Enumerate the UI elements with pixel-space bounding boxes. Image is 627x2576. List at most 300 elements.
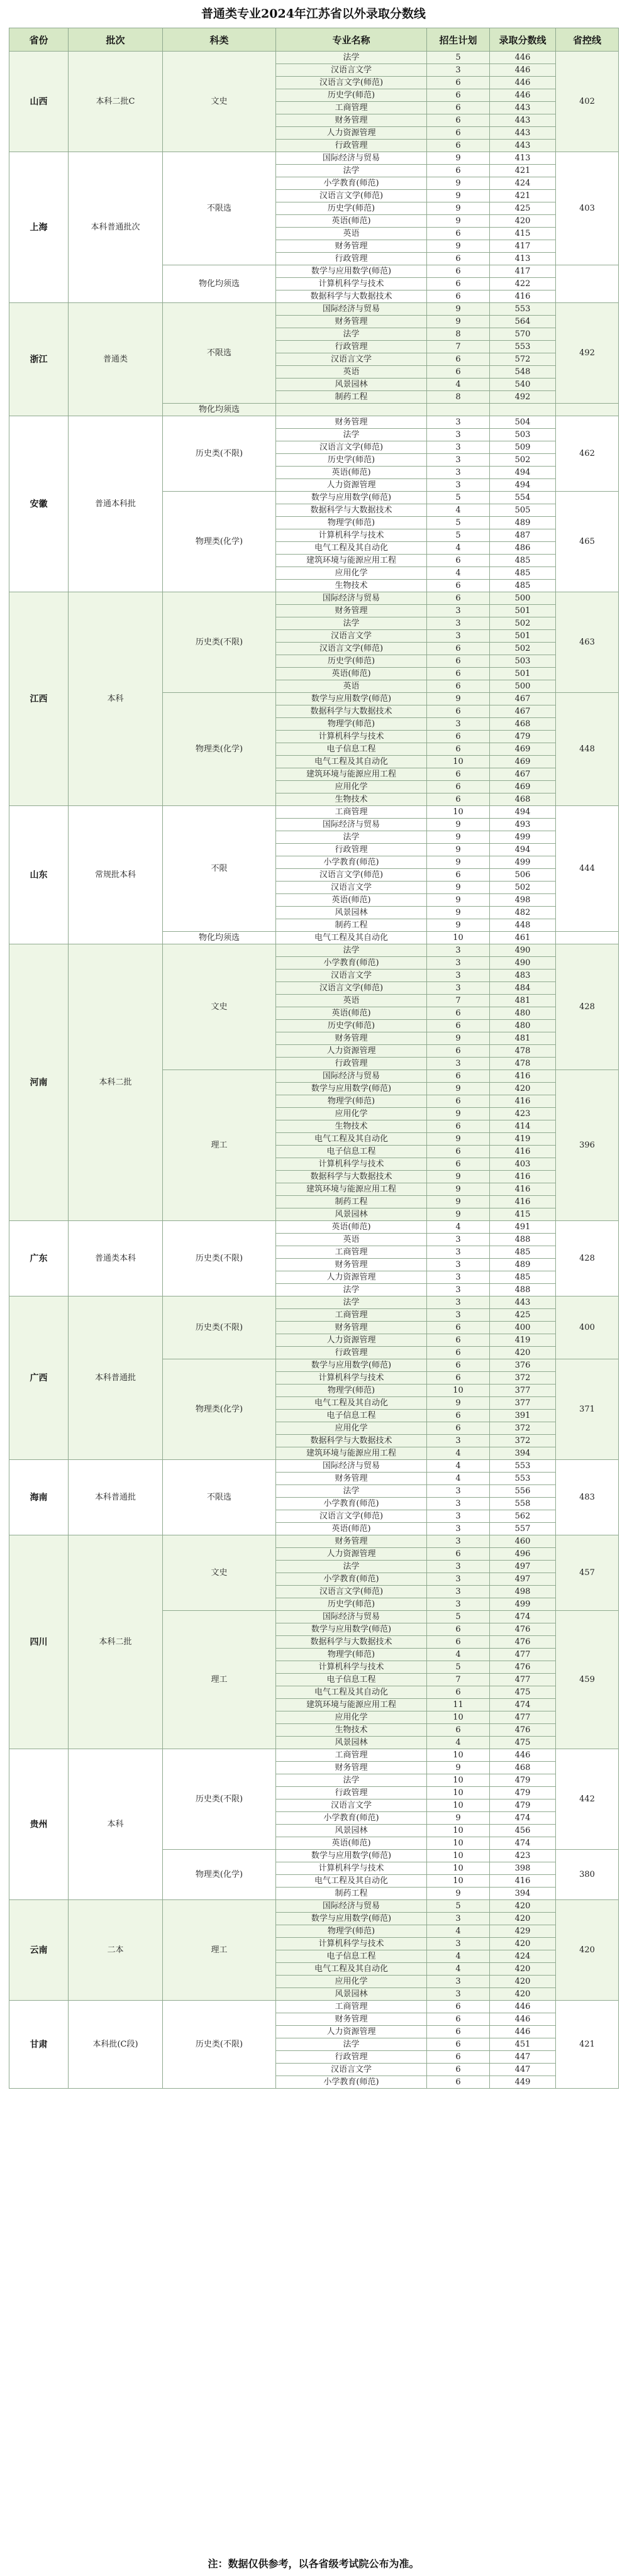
score-cell: 420 — [490, 1938, 556, 1950]
major-cell: 汉语言文学(师范) — [276, 441, 427, 454]
major-cell: 人力资源管理 — [276, 1271, 427, 1284]
score-cell: 490 — [490, 957, 556, 970]
plan-cell: 3 — [427, 1976, 490, 1988]
batch-cell: 普通类 — [69, 303, 163, 416]
score-cell: 494 — [490, 467, 556, 479]
plan-cell: 3 — [427, 982, 490, 995]
plan-cell: 3 — [427, 1485, 490, 1498]
score-cell: 474 — [490, 1611, 556, 1623]
control-line-cell: 402 — [556, 52, 619, 152]
subject-cell: 不限选 — [163, 303, 276, 404]
score-cell: 468 — [490, 1762, 556, 1774]
major-cell: 建筑环境与能源应用工程 — [276, 1447, 427, 1460]
province-cell: 广西 — [9, 1296, 69, 1460]
major-cell: 汉语言文学 — [276, 630, 427, 643]
major-cell: 国际经济与贸易 — [276, 303, 427, 316]
score-cell: 485 — [490, 555, 556, 567]
major-cell: 历史学(师范) — [276, 1020, 427, 1032]
major-cell: 英语(师范) — [276, 1007, 427, 1020]
header-score: 录取分数线 — [490, 28, 556, 52]
control-line-cell: 420 — [556, 1900, 619, 2001]
plan-cell: 3 — [427, 1234, 490, 1246]
major-cell: 数据科学与大数据技术 — [276, 705, 427, 718]
major-cell: 电气工程及其自动化 — [276, 542, 427, 555]
major-cell: 法学 — [276, 2038, 427, 2051]
major-cell: 电气工程及其自动化 — [276, 1133, 427, 1146]
major-cell: 法学 — [276, 328, 427, 341]
major-cell: 数学与应用数学(师范) — [276, 1083, 427, 1095]
score-cell: 446 — [490, 52, 556, 64]
plan-cell: 3 — [427, 1498, 490, 1510]
major-cell: 风景园林 — [276, 1208, 427, 1221]
batch-cell: 常规批本科 — [69, 806, 163, 944]
plan-cell: 6 — [427, 228, 490, 240]
plan-cell: 5 — [427, 1611, 490, 1623]
subject-cell: 历史类(不限) — [163, 1221, 276, 1296]
subject-cell: 历史类(不限) — [163, 2001, 276, 2089]
plan-cell: 6 — [427, 1347, 490, 1359]
plan-cell: 3 — [427, 1259, 490, 1271]
plan-cell: 6 — [427, 743, 490, 756]
major-cell: 数据科学与大数据技术 — [276, 1171, 427, 1183]
plan-cell: 6 — [427, 2038, 490, 2051]
score-cell: 477 — [490, 1649, 556, 1661]
score-cell: 488 — [490, 1234, 556, 1246]
plan-cell: 9 — [427, 1032, 490, 1045]
score-cell: 416 — [490, 290, 556, 303]
major-cell: 国际经济与贸易 — [276, 592, 427, 605]
batch-cell: 本科二批C — [69, 52, 163, 152]
major-cell: 汉语言文学 — [276, 64, 427, 77]
score-cell: 420 — [490, 1347, 556, 1359]
plan-cell: 3 — [427, 416, 490, 429]
major-cell: 应用化学 — [276, 1422, 427, 1435]
plan-cell: 6 — [427, 1636, 490, 1649]
score-cell: 485 — [490, 1271, 556, 1284]
major-cell: 小学教育(师范) — [276, 177, 427, 190]
score-cell: 494 — [490, 479, 556, 492]
major-cell: 数学与应用数学(师范) — [276, 265, 427, 278]
control-line-cell — [556, 265, 619, 303]
score-cell: 502 — [490, 617, 556, 630]
plan-cell: 6 — [427, 1007, 490, 1020]
score-cell: 504 — [490, 416, 556, 429]
major-cell: 行政管理 — [276, 341, 427, 353]
plan-cell: 3 — [427, 479, 490, 492]
major-cell: 行政管理 — [276, 1058, 427, 1070]
plan-cell: 6 — [427, 114, 490, 127]
score-cell: 564 — [490, 316, 556, 328]
table-row — [9, 1749, 619, 1762]
major-cell: 生物技术 — [276, 793, 427, 806]
score-cell: 476 — [490, 1636, 556, 1649]
subject-cell: 物理类(化学) — [163, 492, 276, 592]
major-cell: 历史学(师范) — [276, 89, 427, 102]
major-cell: 法学 — [276, 617, 427, 630]
control-line-cell: 457 — [556, 1535, 619, 1611]
score-cell: 447 — [490, 2064, 556, 2076]
plan-cell: 6 — [427, 793, 490, 806]
score-cell: 443 — [490, 1296, 556, 1309]
major-cell: 国际经济与贸易 — [276, 1900, 427, 1913]
score-cell: 413 — [490, 253, 556, 265]
province-cell: 江西 — [9, 592, 69, 806]
score-cell: 497 — [490, 1561, 556, 1573]
major-cell: 制药工程 — [276, 1196, 427, 1208]
major-cell: 小学教育(师范) — [276, 2076, 427, 2089]
plan-cell: 3 — [427, 1510, 490, 1523]
score-cell: 500 — [490, 680, 556, 693]
table-row — [9, 303, 619, 316]
subject-cell: 物化均须选 — [163, 265, 276, 303]
plan-cell: 6 — [427, 278, 490, 290]
header-batch: 批次 — [69, 28, 163, 52]
plan-cell: 3 — [427, 1284, 490, 1296]
table-row — [9, 1296, 619, 1309]
plan-cell: 6 — [427, 655, 490, 668]
province-cell: 四川 — [9, 1535, 69, 1749]
plan-cell: 6 — [427, 366, 490, 379]
major-cell: 小学教育(师范) — [276, 856, 427, 869]
score-cell: 425 — [490, 202, 556, 215]
plan-cell: 9 — [427, 919, 490, 932]
major-cell: 行政管理 — [276, 253, 427, 265]
plan-cell: 3 — [427, 467, 490, 479]
plan-cell: 6 — [427, 1334, 490, 1347]
major-cell: 工商管理 — [276, 1309, 427, 1322]
subject-cell: 历史类(不限) — [163, 416, 276, 492]
plan-cell: 6 — [427, 1070, 490, 1083]
score-cell: 429 — [490, 1925, 556, 1938]
table-row — [9, 1221, 619, 1234]
score-cell: 420 — [490, 1913, 556, 1925]
table-row — [9, 806, 619, 819]
score-cell: 403 — [490, 1158, 556, 1171]
control-line-cell: 442 — [556, 1749, 619, 1850]
major-cell: 财务管理 — [276, 2013, 427, 2026]
plan-cell: 9 — [427, 316, 490, 328]
major-cell: 计算机科学与技术 — [276, 1661, 427, 1674]
score-cell: 425 — [490, 1309, 556, 1322]
major-cell: 财务管理 — [276, 1762, 427, 1774]
header-subject: 科类 — [163, 28, 276, 52]
score-cell: 503 — [490, 429, 556, 441]
batch-cell: 本科 — [69, 1749, 163, 1900]
major-cell: 汉语言文学 — [276, 1799, 427, 1812]
score-cell: 553 — [490, 1473, 556, 1485]
control-line-cell: 403 — [556, 152, 619, 265]
plan-cell: 3 — [427, 1058, 490, 1070]
plan-cell: 4 — [427, 1460, 490, 1473]
major-cell: 人力资源管理 — [276, 127, 427, 140]
plan-cell: 6 — [427, 2051, 490, 2064]
score-cell: 416 — [490, 1146, 556, 1158]
major-cell: 人力资源管理 — [276, 1548, 427, 1561]
major-cell: 汉语言文学 — [276, 2064, 427, 2076]
major-cell: 物理学(师范) — [276, 1649, 427, 1661]
major-cell: 电气工程及其自动化 — [276, 932, 427, 944]
major-cell: 财务管理 — [276, 114, 427, 127]
table-row — [9, 52, 619, 64]
major-cell: 应用化学 — [276, 567, 427, 580]
major-cell: 工商管理 — [276, 2001, 427, 2013]
plan-cell: 10 — [427, 1875, 490, 1888]
major-cell: 数据科学与大数据技术 — [276, 504, 427, 517]
score-cell: 483 — [490, 970, 556, 982]
plan-cell: 9 — [427, 303, 490, 316]
table-row — [9, 1535, 619, 1548]
subject-cell: 物理类(化学) — [163, 1359, 276, 1460]
major-cell: 行政管理 — [276, 1787, 427, 1799]
score-cell: 475 — [490, 1686, 556, 1699]
major-cell: 英语(师范) — [276, 1523, 427, 1535]
plan-cell: 8 — [427, 391, 490, 404]
major-cell: 人力资源管理 — [276, 479, 427, 492]
major-cell: 人力资源管理 — [276, 1334, 427, 1347]
score-cell: 469 — [490, 743, 556, 756]
page-title: 普通类专业2024年江苏省以外录取分数线 — [201, 7, 426, 21]
plan-cell: 10 — [427, 1850, 490, 1862]
major-cell: 数学与应用数学(师范) — [276, 1913, 427, 1925]
subject-cell: 不限 — [163, 806, 276, 932]
major-cell: 风景园林 — [276, 1988, 427, 2001]
score-cell: 506 — [490, 869, 556, 882]
province-cell: 甘肃 — [9, 2001, 69, 2089]
major-cell: 法学 — [276, 429, 427, 441]
score-cell: 488 — [490, 1284, 556, 1296]
plan-cell: 6 — [427, 290, 490, 303]
score-cell: 474 — [490, 1699, 556, 1711]
major-cell: 电气工程及其自动化 — [276, 1875, 427, 1888]
plan-cell: 6 — [427, 1045, 490, 1058]
major-cell: 电子信息工程 — [276, 1410, 427, 1422]
score-cell: 501 — [490, 605, 556, 617]
plan-cell: 10 — [427, 1837, 490, 1850]
plan-cell: 8 — [427, 328, 490, 341]
score-cell: 443 — [490, 127, 556, 140]
major-cell: 法学 — [276, 1774, 427, 1787]
major-cell: 财务管理 — [276, 1032, 427, 1045]
major-cell: 英语 — [276, 228, 427, 240]
plan-cell: 3 — [427, 1573, 490, 1586]
score-cell: 413 — [490, 152, 556, 165]
score-cell: 420 — [490, 1900, 556, 1913]
major-cell: 国际经济与贸易 — [276, 1611, 427, 1623]
score-cell: 460 — [490, 1535, 556, 1548]
plan-cell: 6 — [427, 680, 490, 693]
score-cell: 394 — [490, 1888, 556, 1900]
score-cell: 557 — [490, 1523, 556, 1535]
score-cell: 489 — [490, 1259, 556, 1271]
major-cell: 国际经济与贸易 — [276, 819, 427, 831]
plan-cell: 6 — [427, 1120, 490, 1133]
score-cell: 421 — [490, 165, 556, 177]
control-line-cell: 483 — [556, 1460, 619, 1535]
score-cell: 468 — [490, 793, 556, 806]
plan-cell: 9 — [427, 894, 490, 907]
major-cell: 英语(师范) — [276, 215, 427, 228]
score-cell: 420 — [490, 215, 556, 228]
score-cell: 443 — [490, 140, 556, 152]
subject-cell: 物化均须选 — [163, 932, 276, 944]
plan-cell: 9 — [427, 1183, 490, 1196]
control-line-cell: 371 — [556, 1359, 619, 1460]
score-cell: 469 — [490, 781, 556, 793]
plan-cell: 9 — [427, 907, 490, 919]
plan-cell: 6 — [427, 353, 490, 366]
score-cell: 423 — [490, 1850, 556, 1862]
major-cell: 数学与应用数学(师范) — [276, 1850, 427, 1862]
plan-cell: 9 — [427, 190, 490, 202]
plan-cell: 3 — [427, 944, 490, 957]
score-cell: 476 — [490, 1623, 556, 1636]
score-cell: 492 — [490, 391, 556, 404]
major-cell: 电气工程及其自动化 — [276, 1397, 427, 1410]
footnote: 注：数据仅供参考，以各省级考试院公布为准。 — [208, 2558, 419, 2570]
plan-cell: 6 — [427, 77, 490, 89]
plan-cell: 9 — [427, 152, 490, 165]
major-cell: 汉语言文学 — [276, 882, 427, 894]
major-cell: 工商管理 — [276, 1246, 427, 1259]
major-cell: 风景园林 — [276, 1825, 427, 1837]
score-cell: 372 — [490, 1372, 556, 1385]
plan-cell: 6 — [427, 555, 490, 567]
plan-cell: 9 — [427, 1171, 490, 1183]
plan-cell: 10 — [427, 1749, 490, 1762]
subject-cell: 理工 — [163, 1611, 276, 1749]
score-cell: 424 — [490, 1950, 556, 1963]
major-cell: 数据科学与大数据技术 — [276, 1435, 427, 1447]
major-cell: 法学 — [276, 1561, 427, 1573]
major-cell: 法学 — [276, 1284, 427, 1296]
major-cell: 英语 — [276, 680, 427, 693]
plan-cell: 6 — [427, 165, 490, 177]
major-cell: 英语(师范) — [276, 467, 427, 479]
score-cell — [490, 404, 556, 416]
score-cell: 491 — [490, 1221, 556, 1234]
score-cell: 372 — [490, 1435, 556, 1447]
batch-cell: 本科 — [69, 592, 163, 806]
plan-cell: 7 — [427, 995, 490, 1007]
plan-cell: 6 — [427, 781, 490, 793]
major-cell: 工商管理 — [276, 1749, 427, 1762]
plan-cell: 5 — [427, 529, 490, 542]
major-cell: 行政管理 — [276, 140, 427, 152]
subject-cell: 文史 — [163, 944, 276, 1070]
plan-cell: 3 — [427, 1913, 490, 1925]
control-line-cell — [556, 404, 619, 416]
major-cell: 建筑环境与能源应用工程 — [276, 1699, 427, 1711]
major-cell: 电子信息工程 — [276, 743, 427, 756]
score-cell: 554 — [490, 492, 556, 504]
score-cell: 475 — [490, 1737, 556, 1749]
major-cell: 汉语言文学 — [276, 353, 427, 366]
major-cell: 财务管理 — [276, 240, 427, 253]
major-cell: 小学教育(师范) — [276, 1498, 427, 1510]
plan-cell: 6 — [427, 1359, 490, 1372]
score-cell: 474 — [490, 1837, 556, 1850]
table-row — [9, 592, 619, 605]
subject-cell: 不限选 — [163, 1460, 276, 1535]
plan-cell: 3 — [427, 429, 490, 441]
major-cell: 英语(师范) — [276, 1837, 427, 1850]
major-cell: 历史学(师范) — [276, 655, 427, 668]
major-cell: 财务管理 — [276, 1322, 427, 1334]
major-cell: 汉语言文学(师范) — [276, 1586, 427, 1598]
plan-cell: 3 — [427, 957, 490, 970]
control-line-cell: 465 — [556, 492, 619, 592]
score-cell: 487 — [490, 529, 556, 542]
score-cell: 420 — [490, 1976, 556, 1988]
plan-cell: 5 — [427, 492, 490, 504]
plan-cell: 7 — [427, 1674, 490, 1686]
province-cell: 山西 — [9, 52, 69, 152]
plan-cell: 9 — [427, 856, 490, 869]
score-cell: 461 — [490, 932, 556, 944]
score-cell: 480 — [490, 1007, 556, 1020]
control-line-cell: 428 — [556, 944, 619, 1070]
major-cell: 制药工程 — [276, 919, 427, 932]
score-cell: 414 — [490, 1120, 556, 1133]
score-cell: 398 — [490, 1862, 556, 1875]
subject-cell: 历史类(不限) — [163, 1749, 276, 1850]
plan-cell: 4 — [427, 542, 490, 555]
score-cell: 443 — [490, 114, 556, 127]
major-cell: 制药工程 — [276, 1888, 427, 1900]
score-cell: 443 — [490, 102, 556, 114]
plan-cell: 4 — [427, 1649, 490, 1661]
major-cell: 物理学(师范) — [276, 1095, 427, 1108]
subject-cell: 物理类(化学) — [163, 1850, 276, 1900]
plan-cell: 3 — [427, 1586, 490, 1598]
plan-cell: 3 — [427, 1988, 490, 2001]
major-cell: 历史学(师范) — [276, 1598, 427, 1611]
plan-cell: 3 — [427, 617, 490, 630]
subject-cell: 不限选 — [163, 152, 276, 265]
score-cell: 502 — [490, 882, 556, 894]
score-cell: 486 — [490, 542, 556, 555]
major-cell: 电子信息工程 — [276, 1674, 427, 1686]
control-line-cell: 462 — [556, 416, 619, 492]
score-cell: 391 — [490, 1410, 556, 1422]
major-cell: 财务管理 — [276, 316, 427, 328]
score-cell: 570 — [490, 328, 556, 341]
major-cell: 数学与应用数学(师范) — [276, 1359, 427, 1372]
plan-cell: 6 — [427, 1020, 490, 1032]
score-cell: 479 — [490, 1787, 556, 1799]
score-cell: 558 — [490, 1498, 556, 1510]
plan-cell: 6 — [427, 140, 490, 152]
major-cell: 电气工程及其自动化 — [276, 756, 427, 768]
major-cell: 财务管理 — [276, 1259, 427, 1271]
major-cell: 数学与应用数学(师范) — [276, 1623, 427, 1636]
score-cell: 497 — [490, 1573, 556, 1586]
major-cell: 物理学(师范) — [276, 1925, 427, 1938]
score-cell: 394 — [490, 1447, 556, 1460]
province-cell: 上海 — [9, 152, 69, 303]
major-cell: 历史学(师范) — [276, 454, 427, 467]
plan-cell: 6 — [427, 102, 490, 114]
plan-cell: 6 — [427, 2013, 490, 2026]
score-cell: 502 — [490, 643, 556, 655]
plan-cell: 6 — [427, 1623, 490, 1636]
score-cell: 501 — [490, 668, 556, 680]
subject-cell: 理工 — [163, 1900, 276, 2001]
major-cell: 英语(师范) — [276, 668, 427, 680]
plan-cell: 6 — [427, 1410, 490, 1422]
plan-cell: 6 — [427, 2026, 490, 2038]
major-cell — [276, 404, 427, 416]
